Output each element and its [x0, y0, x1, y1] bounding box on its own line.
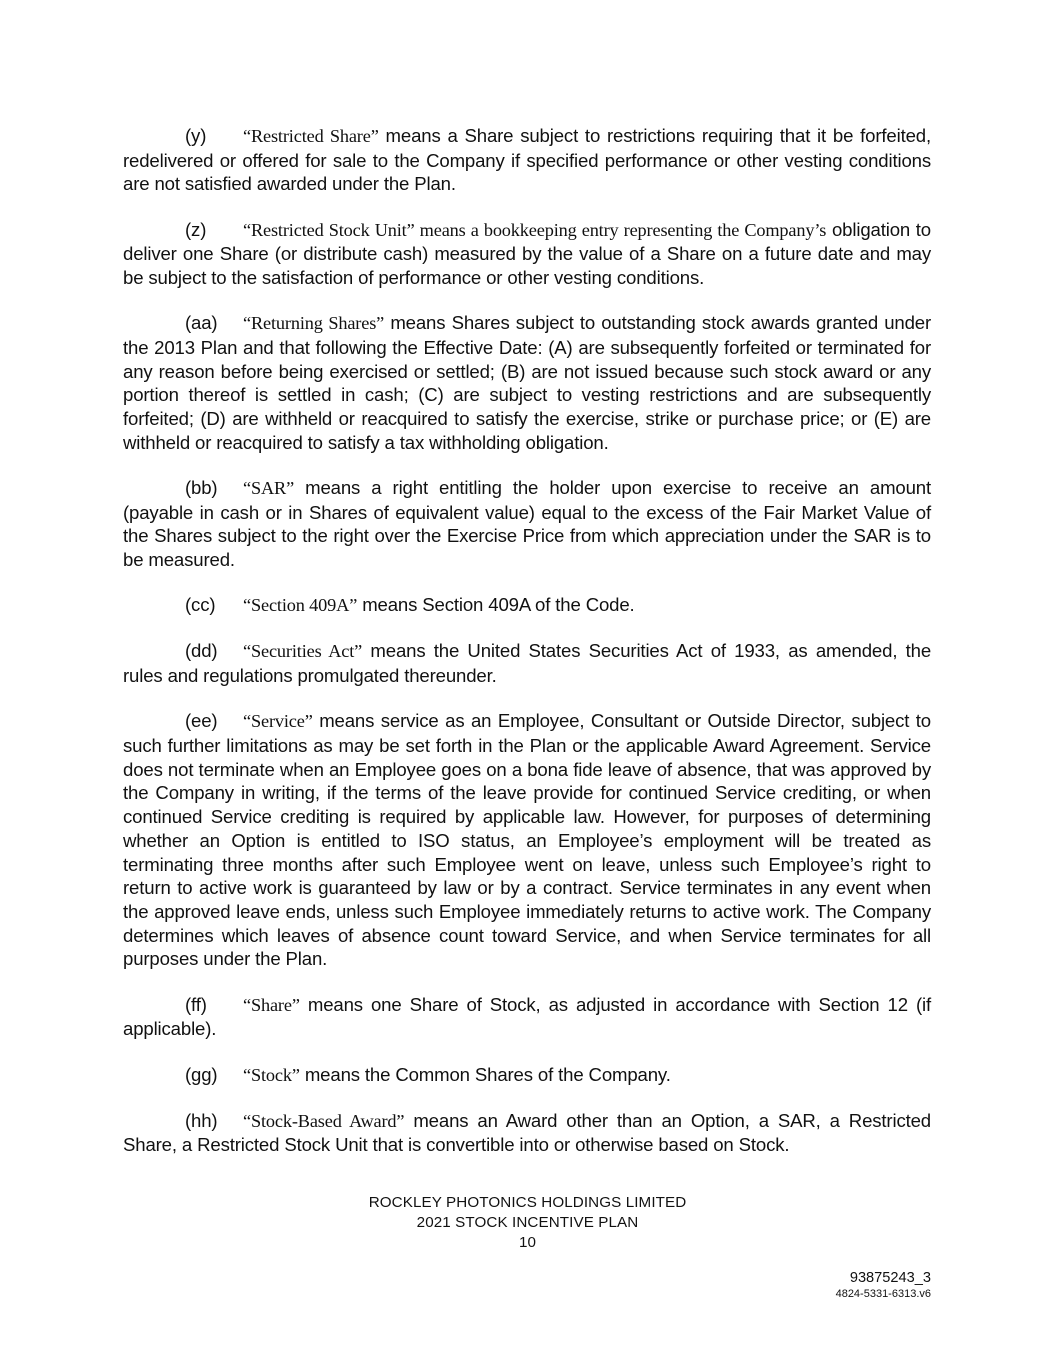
- footer-plan-name: 2021 STOCK INCENTIVE PLAN: [416, 1214, 639, 1231]
- definition-hh: [123, 1109, 931, 1157]
- definition-dd: [123, 639, 931, 687]
- defined-term: “Securities Act”: [243, 641, 363, 662]
- definition-text: obligation to deliver one Share (or distribute cash) measured by the value of a Share on a future date and may be subject to the satisfaction of performance or other vesting conditions.: [123, 218, 931, 289]
- defined-term: “Section 409A”: [243, 595, 358, 616]
- definition-bb: [123, 476, 931, 572]
- definition-ff: [123, 993, 931, 1041]
- definition-cc: [123, 593, 931, 618]
- defined-term: “Service”: [243, 711, 313, 732]
- document-identifiers: [836, 1269, 931, 1302]
- definition-text: means service as an Employee, Consultant or Outside Director, subject to such further limitations as may be set forth in the Plan or the applicable Award Agreement. Service does not terminate when an Employee goes on a bona fide leave of absence, that was approved by the Company in writing, if the terms of the leave provide for continued Service crediting, or when continued Service crediting is required by applicable law. However, for purposes of determining whether an Option is entitled to ISO status, an Employee’s employment will be treated as terminating three months after such Employee went on leave, unless such Employee’s right to return to active work is guaranteed by law or by a contract. Service terminates in any event when the approved leave ends, unless such Employee immediately returns to active work. The Company determines which leaves of absence count toward Service, and when Service terminates for all purposes under the Plan.: [123, 710, 931, 970]
- definition-label: (ff): [185, 993, 207, 1015]
- defined-term: “Restricted Stock Unit” means a bookkeeping entry representing the Company’s: [243, 219, 827, 240]
- definition-text: means a right entitling the holder upon exercise to receive an amount (payable in cash or in Shares of equivalent value) equal to the excess of the Fair Market Value of the Shares subject to the right over the Exercise Price from which appreciation under the SAR is to be measured.: [123, 476, 931, 571]
- definition-label: (y): [185, 125, 207, 146]
- document-body: [123, 124, 931, 1179]
- definition-text: means one Share of Stock, as adjusted in accordance with Section 12 (if applicable).: [123, 993, 931, 1040]
- definition-ee: [123, 709, 931, 971]
- definition-text: means an Award other than an Option, a SAR, a Restricted Share, a Restricted Stock Unit that is convertible into or otherwise based on Stock.: [123, 1109, 931, 1156]
- defined-term: “Restricted Share”: [243, 126, 379, 146]
- definition-label: (aa): [185, 312, 218, 334]
- page-footer: [0, 1193, 1055, 1253]
- document-id-primary: 93875243_3: [849, 1270, 931, 1286]
- footer-company-name: ROCKLEY PHOTONICS HOLDINGS LIMITED: [368, 1194, 687, 1211]
- definition-text: means Section 409A of the Code.: [357, 594, 635, 616]
- definition-text: means Shares subject to outstanding stock awards granted under the 2013 Plan and that following the Effective Date: (A) are subsequently forfeited or terminated for any reason before being exercised or settled; (B) are not issued because such stock award or any portion thereof is settled in cash; (C) are subject to vesting restrictions and are subsequently forfeited; (D) are withheld or reacquired to satisfy the exercise, strike or purchase price; or (E) are withheld or reacquired to satisfy a tax withholding obligation.: [123, 312, 932, 453]
- definition-text: means the Common Shares of the Company.: [299, 1063, 671, 1085]
- defined-term: “SAR”: [243, 477, 295, 498]
- defined-term: “Share”: [243, 994, 300, 1015]
- defined-term: “Stock-Based Award”: [243, 1110, 405, 1131]
- definition-label: (bb): [185, 476, 218, 498]
- defined-term: “Stock”: [243, 1064, 300, 1085]
- definition-label: (z): [185, 218, 207, 240]
- definition-label: (cc): [185, 594, 216, 616]
- definition-y: [123, 124, 931, 196]
- definition-text: means a Share subject to restrictions requiring that it be forfeited, redelivered or offered for sale to the Company if specified performance or other vesting conditions are not satisfied awarded under the Plan.: [123, 125, 931, 195]
- definition-aa: [123, 311, 931, 454]
- definition-gg: [123, 1063, 931, 1088]
- defined-term: “Returning Shares”: [243, 313, 385, 334]
- document-id-secondary: 4824-5331-6313.v6: [835, 1288, 931, 1300]
- definition-label: (ee): [185, 710, 218, 732]
- page-number: 10: [518, 1234, 537, 1251]
- definition-label: (gg): [185, 1063, 218, 1085]
- definition-text: means the United States Securities Act of 1933, as amended, the rules and regulations promulgated thereunder.: [123, 640, 932, 687]
- definition-label: (hh): [185, 1109, 218, 1131]
- definition-label: (dd): [185, 640, 218, 662]
- definition-z: [123, 218, 931, 290]
